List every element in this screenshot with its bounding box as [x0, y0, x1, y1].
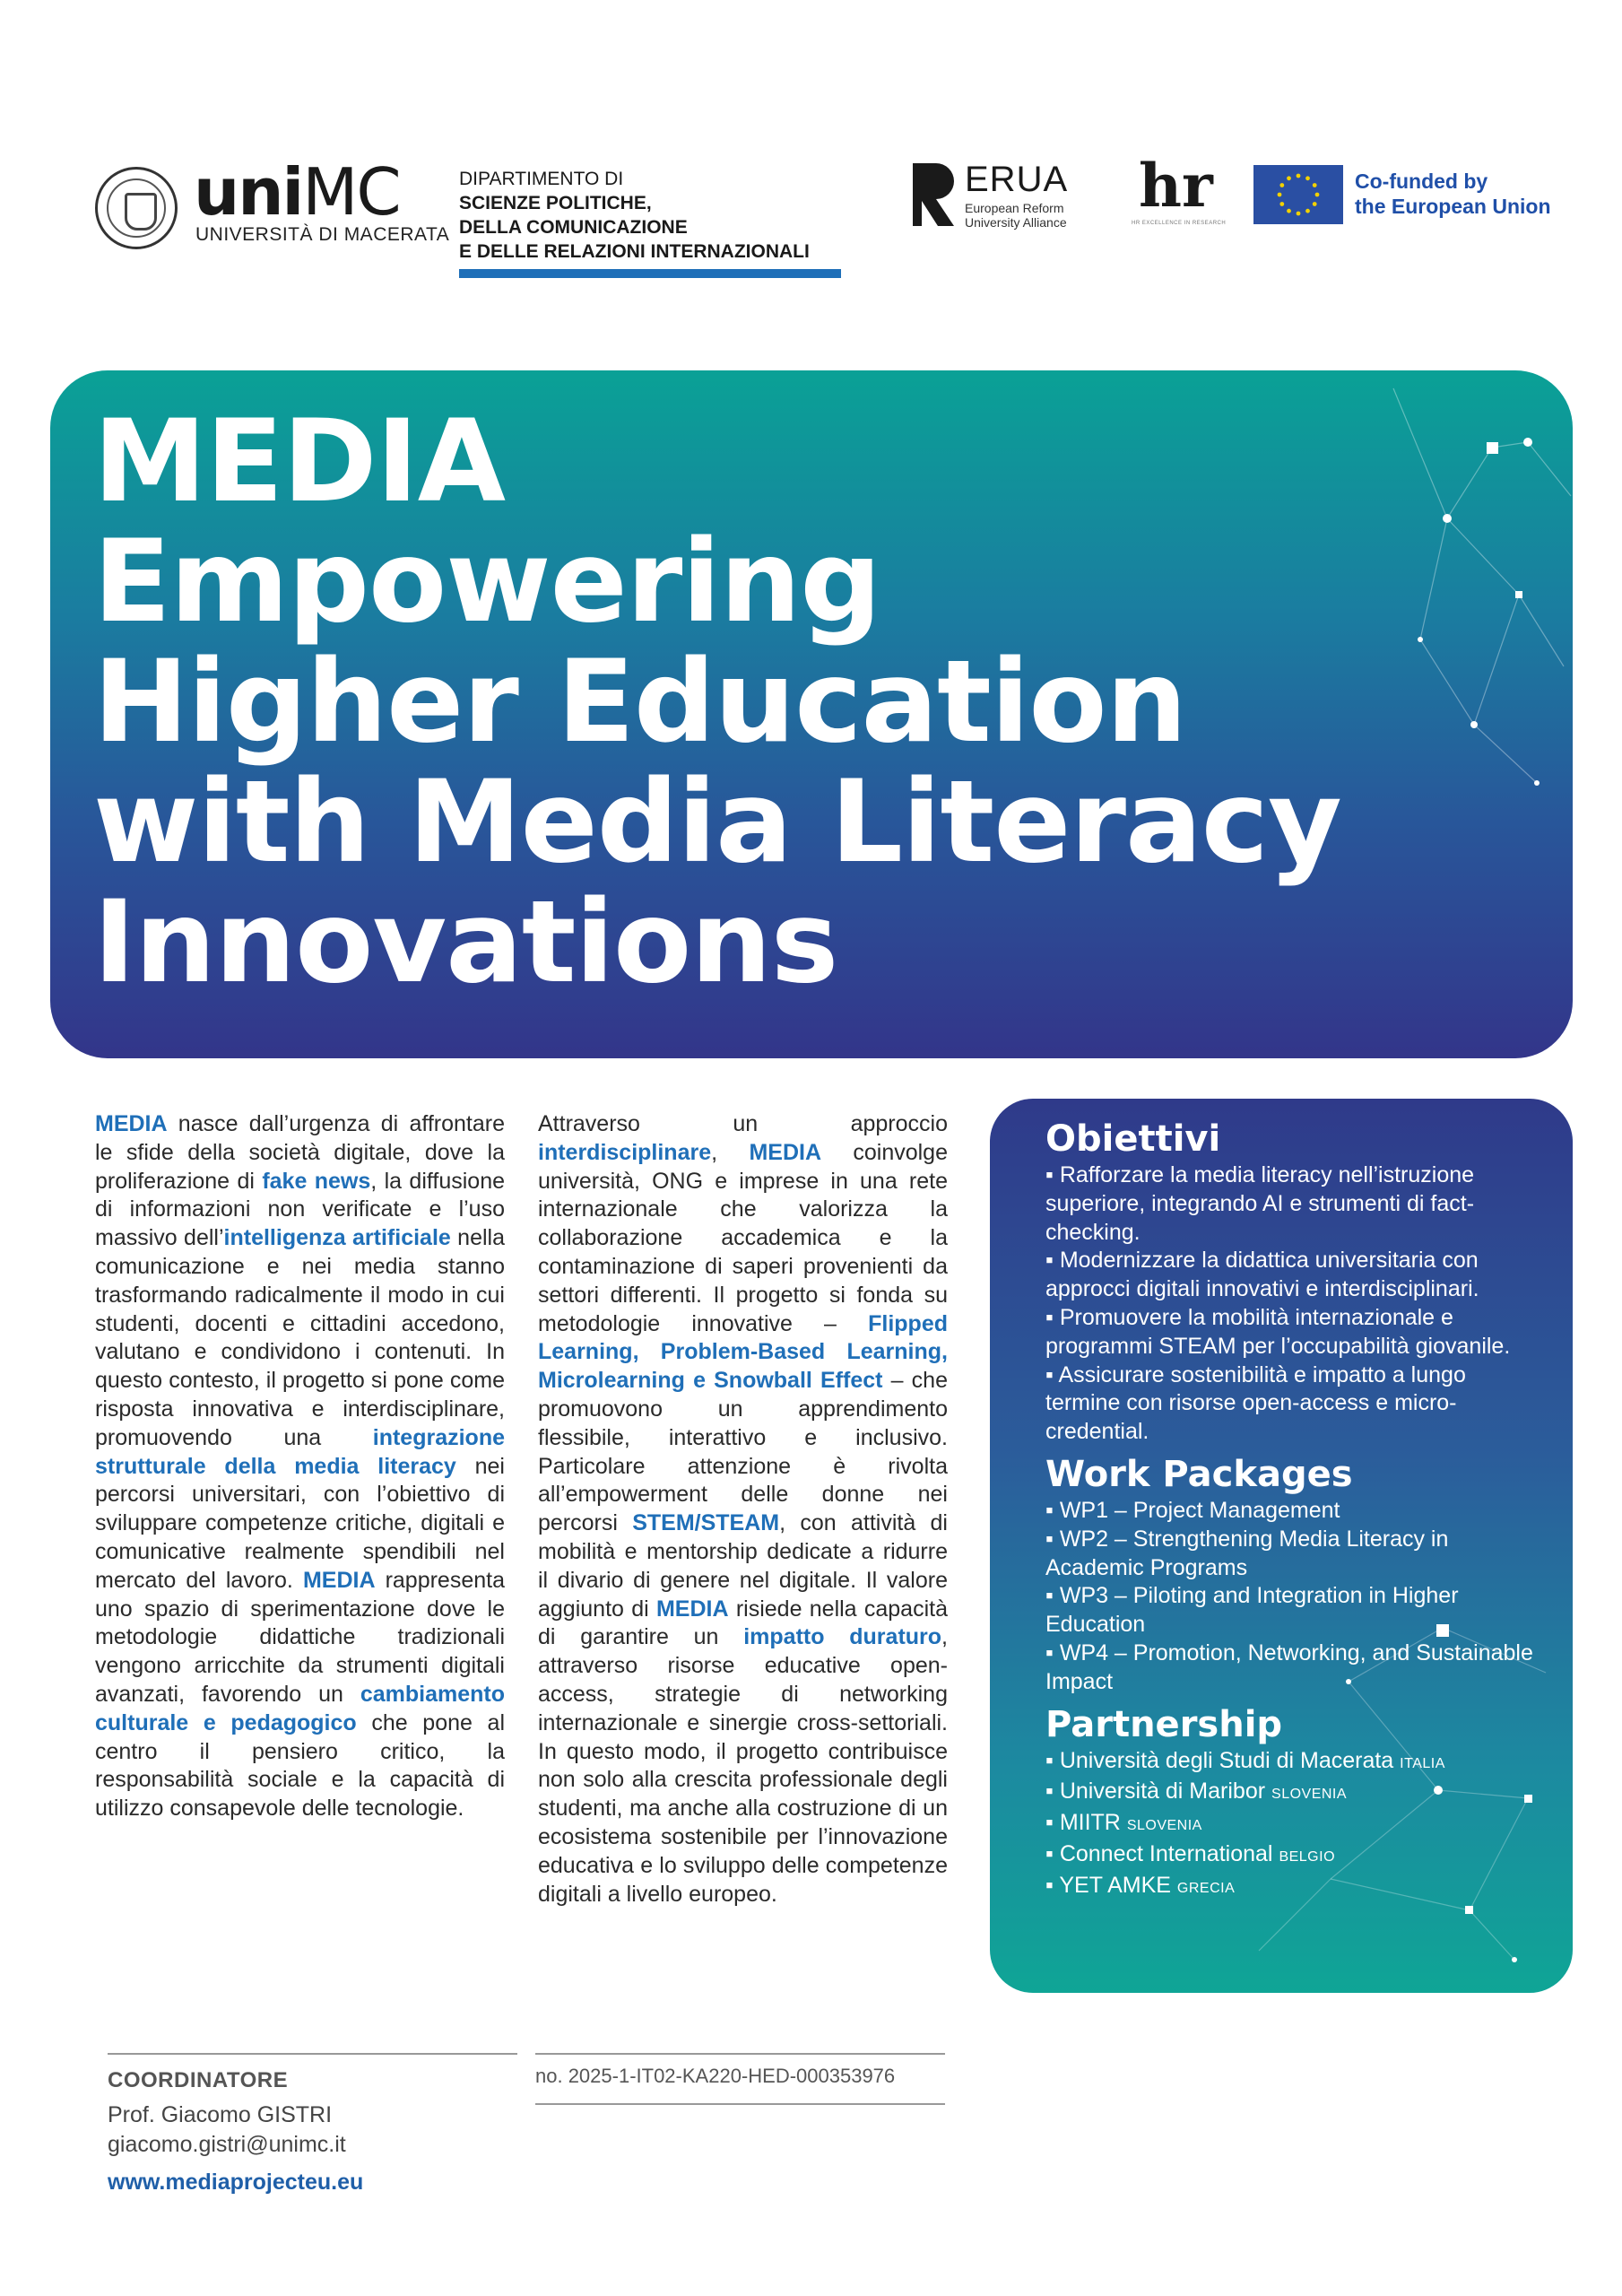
footer-divider	[535, 2053, 945, 2055]
eu-star-icon	[1297, 212, 1301, 216]
partner-item: ▪ Università degli Studi di Macerata ITALIA	[1045, 1747, 1445, 1773]
eu-star-icon	[1315, 193, 1320, 197]
partner-item: ▪ Università di Maribor SLOVENIA	[1045, 1779, 1348, 1805]
footer-divider	[535, 2103, 945, 2105]
partner-item: ▪ YET AMKE GRECIA	[1045, 1872, 1236, 1898]
intro-paragraph	[95, 1110, 505, 1823]
body-text: che pone al centro il pensiero critico, la responsabilità sociale e la capacità di utilizzo consapevole delle tecnologie.	[95, 1709, 506, 1822]
highlighted-term: interdisciplinare	[538, 1139, 712, 1165]
unimc-subtitle: UNIVERSITÀ DI MACERATA	[195, 224, 450, 245]
eu-star-icon	[1305, 176, 1310, 180]
hero-title	[93, 395, 1341, 1008]
department-accent-bar	[459, 269, 841, 278]
eu-star-icon	[1313, 202, 1317, 206]
eu-cofunded-text: Co-funded by the European Union	[1355, 170, 1551, 218]
intro-column-2	[538, 1110, 948, 1909]
objective-item: ▪ Modernizzare la didattica universitaria con approcci digitali innovativi e interdisciplinari.	[1045, 1248, 1479, 1302]
highlighted-term: fake news	[262, 1168, 371, 1194]
highlighted-term: integrazione strutturale della media literacy	[95, 1424, 505, 1479]
project-info-panel	[990, 1099, 1573, 1993]
objective-item: ▪ Assicurare sostenibilità e impatto a lungo termine con risorse open-access e micro-credential.	[1045, 1361, 1466, 1445]
hero-title-line: with Media Literacy	[93, 755, 1341, 888]
body-text: , la diffusione di informazioni non verificate e l’uso massivo dell’	[95, 1168, 505, 1251]
objectives-section	[1045, 1117, 1537, 1447]
work-packages-section	[1045, 1452, 1537, 1697]
partner-item: ▪ MIITR SLOVENIA	[1045, 1810, 1202, 1836]
highlighted-term: impatto duraturo	[743, 1624, 942, 1650]
grant-number: no. 2025-1-IT02-KA220-HED-000353976	[535, 2065, 896, 2087]
highlighted-term: intelligenza artificiale	[223, 1225, 451, 1251]
body-text: , attraverso risorse educative open-access, strategie di networking internazionale e sinergie cross-settoriali. In questo modo, il progetto contribuisce non solo alla crescita professionale degli studenti, ma anche alla costruzione di un ecosistema sostenibile per l’innovazione educativa e lo sviluppo delle competenze digitali a livello europeo.	[538, 1624, 948, 1907]
objective-item: ▪ Promuovere la mobilità internazionale e programmi STEAM per l’occupabilità giovanile.	[1045, 1304, 1511, 1359]
highlighted-term: MEDIA	[655, 1596, 729, 1622]
eu-star-icon	[1313, 183, 1317, 187]
eu-star-icon	[1297, 174, 1301, 178]
hero-title-line: Empowering	[93, 515, 881, 648]
eu-star-icon	[1287, 176, 1291, 180]
department-line: DELLA COMUNICAZIONE	[459, 217, 688, 238]
unimc-seal-logo	[95, 167, 178, 249]
partner-item: ▪ Connect International BELGIO	[1045, 1840, 1336, 1866]
hr-excellence-caption: HR EXCELLENCE IN RESEARCH	[1132, 221, 1227, 226]
department-line: SCIENZE POLITICHE,	[459, 193, 652, 213]
department-name	[459, 167, 810, 264]
intro-paragraph	[538, 1110, 948, 1909]
highlighted-term: Flipped Learning, Problem-Based Learning, Microlearning e Snowball Effect	[538, 1310, 948, 1394]
highlighted-term: MEDIA	[749, 1139, 821, 1165]
body-text: coinvolge università, ONG e imprese in una rete internazionale che valorizza la collaborazione accademica e la contaminazione di saperi provenienti da settori differenti. Il progetto si fonda su metodologie innovative –	[538, 1139, 948, 1336]
intro-column-1	[95, 1110, 505, 1823]
body-text: – che promuovono un apprendimento flessibile, interattivo e inclusivo. Particolare attenzione è rivolta all’empowerment delle donne nei percorsi	[538, 1368, 948, 1536]
body-text: rappresenta uno spazio di sperimentazione dove le metodologie didattiche tradizionali vengono arricchite da strumenti digitali avanzati, favorendo un	[95, 1567, 505, 1707]
hero-banner	[50, 370, 1573, 1058]
work-package-item: ▪ WP2 – Strengthening Media Literacy in Academic Programs	[1045, 1526, 1449, 1580]
hero-title-line: Innovations	[93, 875, 838, 1008]
coordinator-name: Prof. Giacomo GISTRI	[108, 2102, 333, 2127]
body-text: nei percorsi universitari, con l’obiettivo di sviluppare competenze critiche, digitali e comunicative realmente spendibili nel mercato del lavoro.	[95, 1453, 505, 1593]
eu-star-icon	[1305, 209, 1310, 213]
eu-star-icon	[1279, 202, 1284, 206]
coordinator-label: COORDINATORE	[108, 2068, 289, 2092]
coordinator-email-link[interactable]: giacomo.gistri@unimc.it	[108, 2132, 346, 2157]
body-text: risiede nella capacità di garantire un	[538, 1596, 948, 1650]
eu-flag-icon	[1253, 165, 1343, 224]
highlighted-term: cambiamento culturale e pedagogico	[95, 1681, 505, 1735]
department-line: DIPARTIMENTO DI	[459, 169, 624, 189]
body-text: nasce dall’urgenza di affrontare le sfide della società digitale, dove la proliferazione di	[95, 1111, 505, 1194]
work-package-item: ▪ WP1 – Project Management	[1045, 1497, 1340, 1523]
hero-title-line: MEDIA	[93, 395, 506, 527]
work-package-item: ▪ WP3 – Piloting and Integration in Higher Education	[1045, 1583, 1459, 1638]
eu-star-icon	[1287, 209, 1291, 213]
eu-star-icon	[1278, 193, 1282, 197]
highlighted-term: MEDIA	[95, 1111, 168, 1136]
objectives-title: Obiettivi	[1045, 1118, 1221, 1160]
erua-logo-name: ERUA	[965, 160, 1069, 199]
erua-logo-subtitle: European Reform University Alliance	[965, 201, 1067, 230]
footer-divider	[108, 2053, 517, 2055]
highlighted-term: MEDIA	[302, 1567, 376, 1593]
hero-title-line: Higher Education	[93, 635, 1187, 768]
work-package-item: ▪ WP4 – Promotion, Networking, and Sustainable Impact	[1045, 1639, 1533, 1694]
department-line: E DELLE RELAZIONI INTERNAZIONALI	[459, 241, 810, 262]
eu-star-icon	[1279, 183, 1284, 187]
hr-excellence-logo: hr	[1139, 151, 1213, 221]
unimc-logo: uniMC	[194, 154, 400, 230]
highlighted-term: STEM/STEAM	[632, 1510, 780, 1536]
body-text: nella comunicazione e nei media stanno trasformando radicalmente il modo in cui studenti, docenti e cittadini accedono, valutano e condividono i contenuti. In questo contesto, il progetto si pone come risposta innovativa e interdisciplinare, promuovendo una	[95, 1225, 505, 1450]
network-decoration-icon	[1340, 370, 1573, 837]
partnership-section	[1045, 1702, 1537, 1903]
objective-item: ▪ Rafforzare la media literacy nell’istruzione superiore, integrando AI e strumenti di fact-checking.	[1045, 1162, 1475, 1245]
erua-logo-mark	[913, 163, 954, 226]
work-packages-title: Work Packages	[1045, 1453, 1353, 1495]
body-text: ,	[711, 1139, 750, 1165]
body-text: Attraverso un approccio	[538, 1111, 948, 1136]
partnership-title: Partnership	[1045, 1703, 1283, 1745]
body-text: , con attività di mobilità e mentorship dedicate a ridurre il divario di genere nel digitale. Il valore aggiunto di	[538, 1510, 948, 1622]
project-website-link[interactable]: www.mediaprojecteu.eu	[108, 2170, 364, 2195]
